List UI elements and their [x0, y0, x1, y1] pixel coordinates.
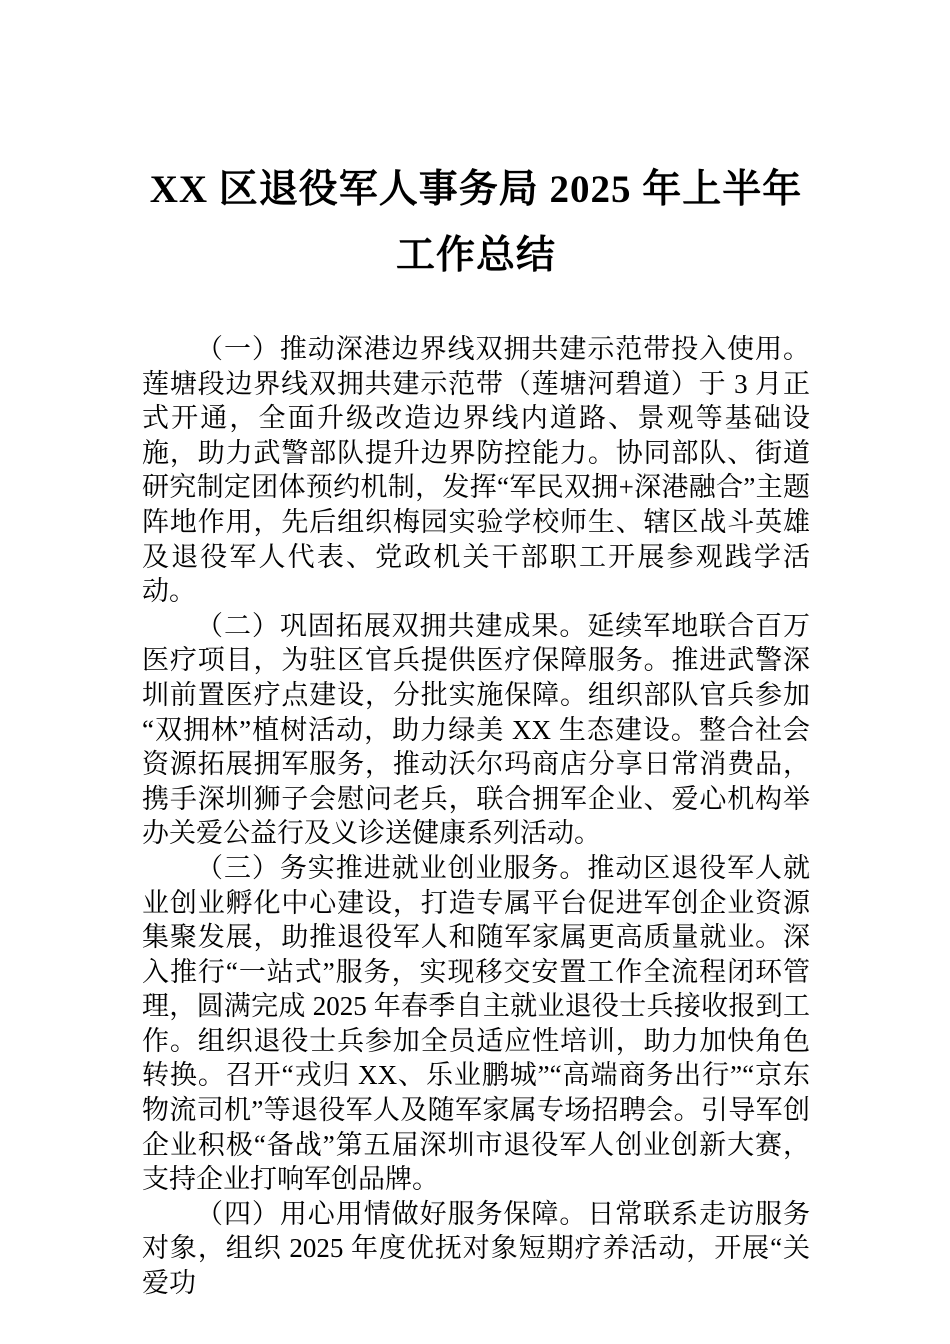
- paragraph-2: （二）巩固拓展双拥共建成果。延续军地联合百万医疗项目，为驻区官兵提供医疗保障服务。推进武警深圳前置医疗点建设，分批实施保障。组织部队官兵参加“双拥林”植树活动，助力绿美 XX 生态建设。整合社会资源拓展拥军服务，推动沃尔玛商店分享日常消费品，携手深圳狮子会慰问老兵，联合拥军企业、爱心机构举办关爱公益行及义诊送健康系列活动。: [142, 610, 810, 849]
- document-body: [142, 332, 810, 1301]
- document-title: XX 区退役军人事务局 2025 年上半年工作总结: [149, 168, 803, 277]
- paragraph-4: （四）用心用情做好服务保障。日常联系走访服务对象，组织 2025 年度优抚对象短期疗养活动，开展“关爱功: [142, 1198, 810, 1299]
- paragraph-3: （三）务实推进就业创业服务。推动区退役军人就业创业孵化中心建设，打造专属平台促进军创企业资源集聚发展，助推退役军人和随军家属更高质量就业。深入推行“一站式”服务，实现移交安置工作全流程闭环管理，圆满完成 2025 年春季自主就业退役士兵接收报到工作。组织退役士兵参加全员适应性培训，助力加快角色转换。召开“戎归 XX、乐业鹏城”“高端商务出行”“京东物流司机”等退役军人及随军家属专场招聘会。引导军创企业积极“备战”第五届深圳市退役军人创业创新大赛，支持企业打响军创品牌。: [142, 852, 810, 1195]
- paragraph-1: （一）推动深港边界线双拥共建示范带投入使用。莲塘段边界线双拥共建示范带（莲塘河碧道）于 3 月正式开通，全面升级改造边界线内道路、景观等基础设施，助力武警部队提升边界防控能力。协同部队、街道研究制定团体预约机制，发挥“军民双拥+深港融合”主题阵地作用，先后组织梅园实验学校师生、辖区战斗英雄及退役军人代表、党政机关干部职工开展参观践学活动。: [142, 334, 810, 607]
